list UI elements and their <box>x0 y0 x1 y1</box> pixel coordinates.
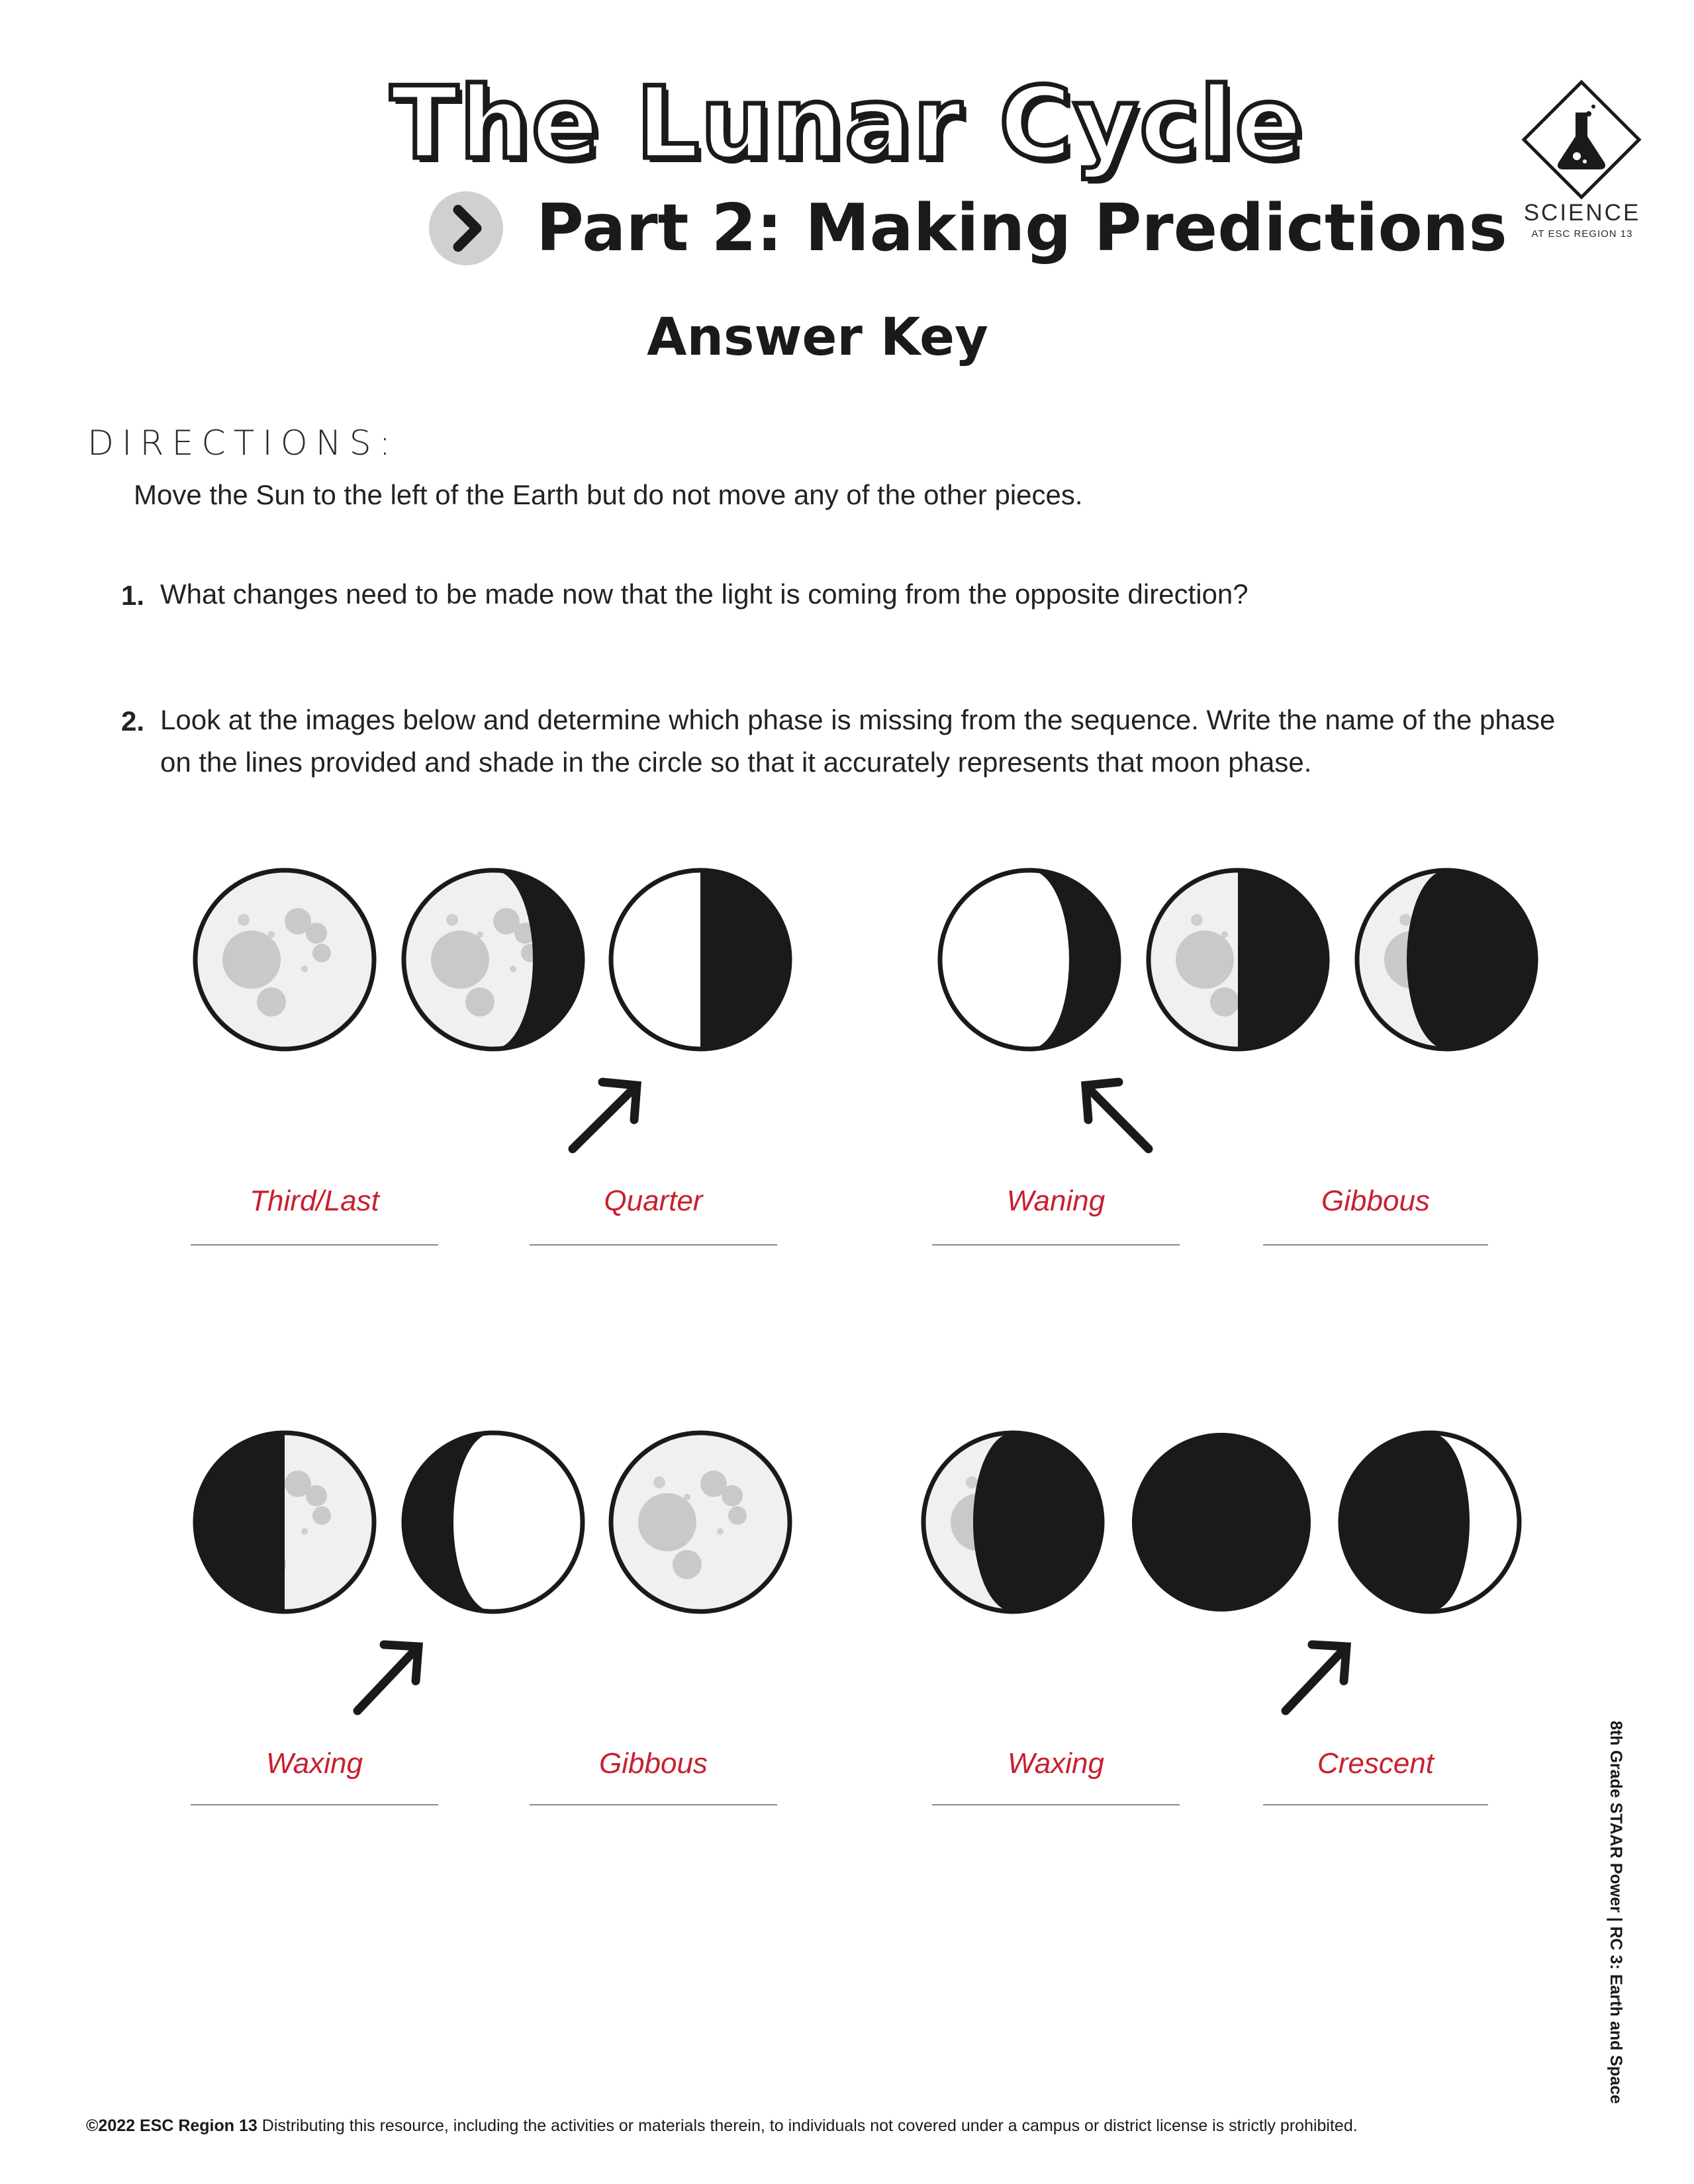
answer-line <box>191 1244 438 1246</box>
moon-phase-diagram <box>0 860 1694 1853</box>
answer-label: Third/Last <box>250 1185 379 1217</box>
footer-notice: Distributing this resource, including the activities or materials therein, to individuals not covered under a campus or district license is strictly prohibited. <box>261 2116 1358 2135</box>
moon-waxing-gibbous <box>404 1433 583 1612</box>
answer-label: Waxing <box>1008 1747 1104 1780</box>
moon-full <box>195 870 374 1049</box>
logo-word: SCIENCE <box>1523 200 1641 226</box>
question-text: on the lines provided and shade in the circle so that it accurately represents that moon phase. <box>160 747 1312 778</box>
answer-line <box>1263 1804 1488 1805</box>
answer-label: Gibbous <box>599 1747 708 1780</box>
answer-label: Quarter <box>604 1185 703 1217</box>
moon-new <box>1132 1433 1311 1612</box>
question-text: What changes need to be made now that the light is coming from the opposite direction? <box>160 578 1248 610</box>
flask-logo-icon <box>1520 78 1643 201</box>
answer-line <box>932 1804 1180 1805</box>
moon-waxing-crescent <box>1341 1433 1519 1612</box>
arrow-icon <box>1086 1082 1149 1149</box>
page-title: The Lunar Cycle <box>390 66 1304 181</box>
moon-first-quarter <box>195 1433 374 1612</box>
moon-waxing-crescent <box>923 1433 1102 1612</box>
question-text: Look at the images below and determine which phase is missing from the sequence. Write the name of the phase <box>160 704 1556 735</box>
answer-label: Gibbous <box>1321 1185 1430 1217</box>
moon-waning-crescent <box>940 870 1119 1049</box>
side-course-label: 8th Grade STAAR Power | RC 3: Earth and Space <box>1607 1721 1625 2104</box>
answer-label: Crescent <box>1317 1747 1435 1780</box>
moon-waning-crescent <box>1357 870 1536 1049</box>
answer-line <box>191 1804 438 1805</box>
chevron-right-icon <box>429 191 503 265</box>
answer-line <box>530 1244 777 1246</box>
directions-text: Move the Sun to the left of the Earth but do not move any of the other pieces. <box>134 479 1083 510</box>
question-number: 2. <box>121 705 145 737</box>
part-title: Part 2: Making Predictions <box>536 191 1507 266</box>
footer <box>86 2116 1358 2136</box>
moon-waning-gibbous <box>404 870 583 1049</box>
question-number: 1. <box>121 580 145 611</box>
answer-label: Waxing <box>266 1747 363 1780</box>
answer-label: Waning <box>1006 1185 1106 1217</box>
answer-key-heading: Answer Key <box>647 308 988 367</box>
moon-full <box>611 1433 790 1612</box>
answer-line <box>530 1804 777 1805</box>
arrow-icon <box>573 1082 637 1149</box>
answer-line <box>932 1244 1180 1246</box>
arrow-icon <box>357 1645 418 1711</box>
arrow-icon <box>1286 1645 1346 1711</box>
logo-subtitle: AT ESC REGION 13 <box>1531 228 1633 240</box>
footer-copyright: ©2022 ESC Region 13 <box>86 2116 258 2135</box>
moon-third-quarter <box>1149 870 1327 1049</box>
moon-third-quarter <box>611 870 790 1049</box>
directions-heading: DIRECTIONS: <box>87 424 399 463</box>
answer-line <box>1263 1244 1488 1246</box>
